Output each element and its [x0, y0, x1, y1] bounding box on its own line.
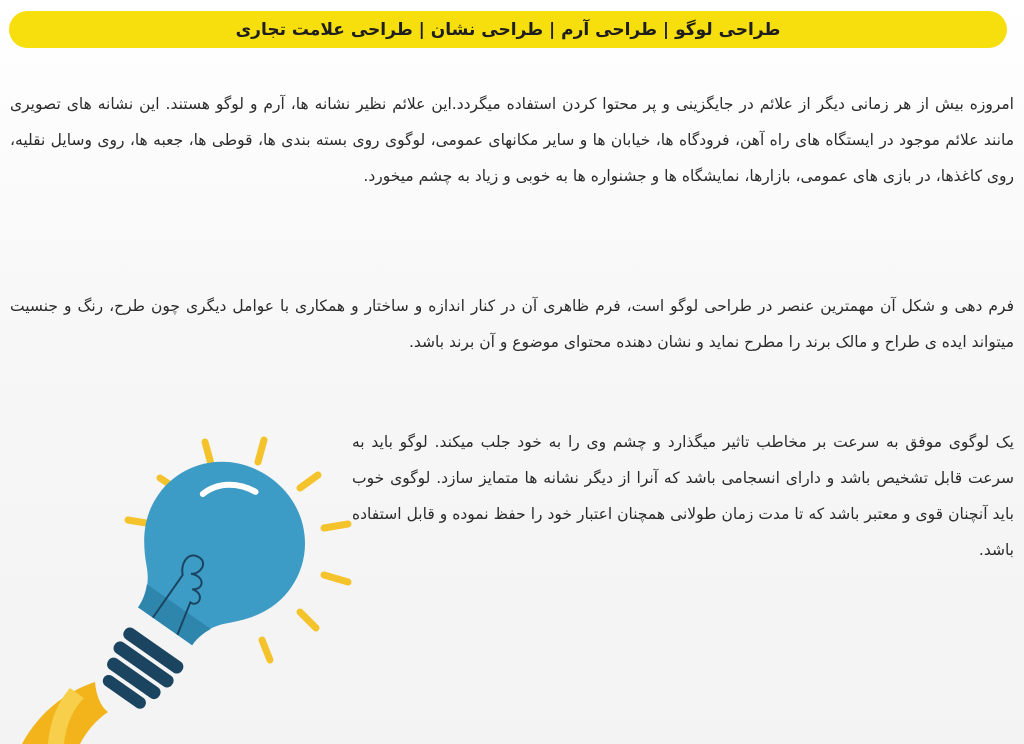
- paragraph-intro: امروزه بیش از هر زمانی دیگر از علائم در جایگزینی و پر محتوا کردن استفاده میگردد.این علائم نظیر نشانه ها، آرم و لوگو هستند. این نشانه های تصویری مانند علائم موجود در ایستگاه های راه آهن، فرودگاه ها، خیابان ها و سایر مکانهای عمومی، لوگوی روی بسته بندی ها، قوطی ها، جعبه ها، روی وسایل نقلیه، روی کاغذها، در بازی های عمومی، بازارها، نمایشگاه ها و جشنواره ها به خوبی و زیاد به چشم میخورد.: [10, 95, 1014, 185]
- banner-title: طراحی لوگو | طراحی آرم | طراحی نشان | طراحی علامت تجاری: [235, 19, 781, 40]
- paragraph-form: فرم دهی و شکل آن مهمترین عنصر در طراحی لوگو است، فرم ظاهری آن در کنار اندازه و ساختار و همکاری با عوامل دیگری چون طرح، رنگ و جنسیت میتواند ایده ی طراح و مالک برند را مطرح نماید و نشان دهنده محتوای موضوع و آن برند باشد.: [10, 297, 1014, 351]
- ray-2: [258, 440, 264, 462]
- bulb-base: [92, 625, 185, 717]
- ray-5: [324, 575, 348, 582]
- header-banner: [9, 11, 1007, 48]
- ray-4: [324, 524, 348, 528]
- lightbulb-icon: [0, 420, 360, 744]
- ray-3: [300, 475, 318, 488]
- ray-1: [205, 442, 211, 464]
- paragraph-successful-logo: یک لوگوی موفق به سرعت بر مخاطب تاثیر میگذارد و چشم وی را به خود جلب میکند. لوگو باید به سرعت قابل تشخیص باشد و دارای انسجامی باشد که آنرا از دیگر نشانه ها متمایز سازد. لوگوی خوب باید آنچنان قوی و معتبر باشد که تا مدت زمان طولانی همچنان اعتبار خود را حفظ نموده و قابل استفاده باشد.: [352, 433, 1014, 559]
- ray-7: [262, 640, 270, 660]
- ray-6: [300, 612, 316, 628]
